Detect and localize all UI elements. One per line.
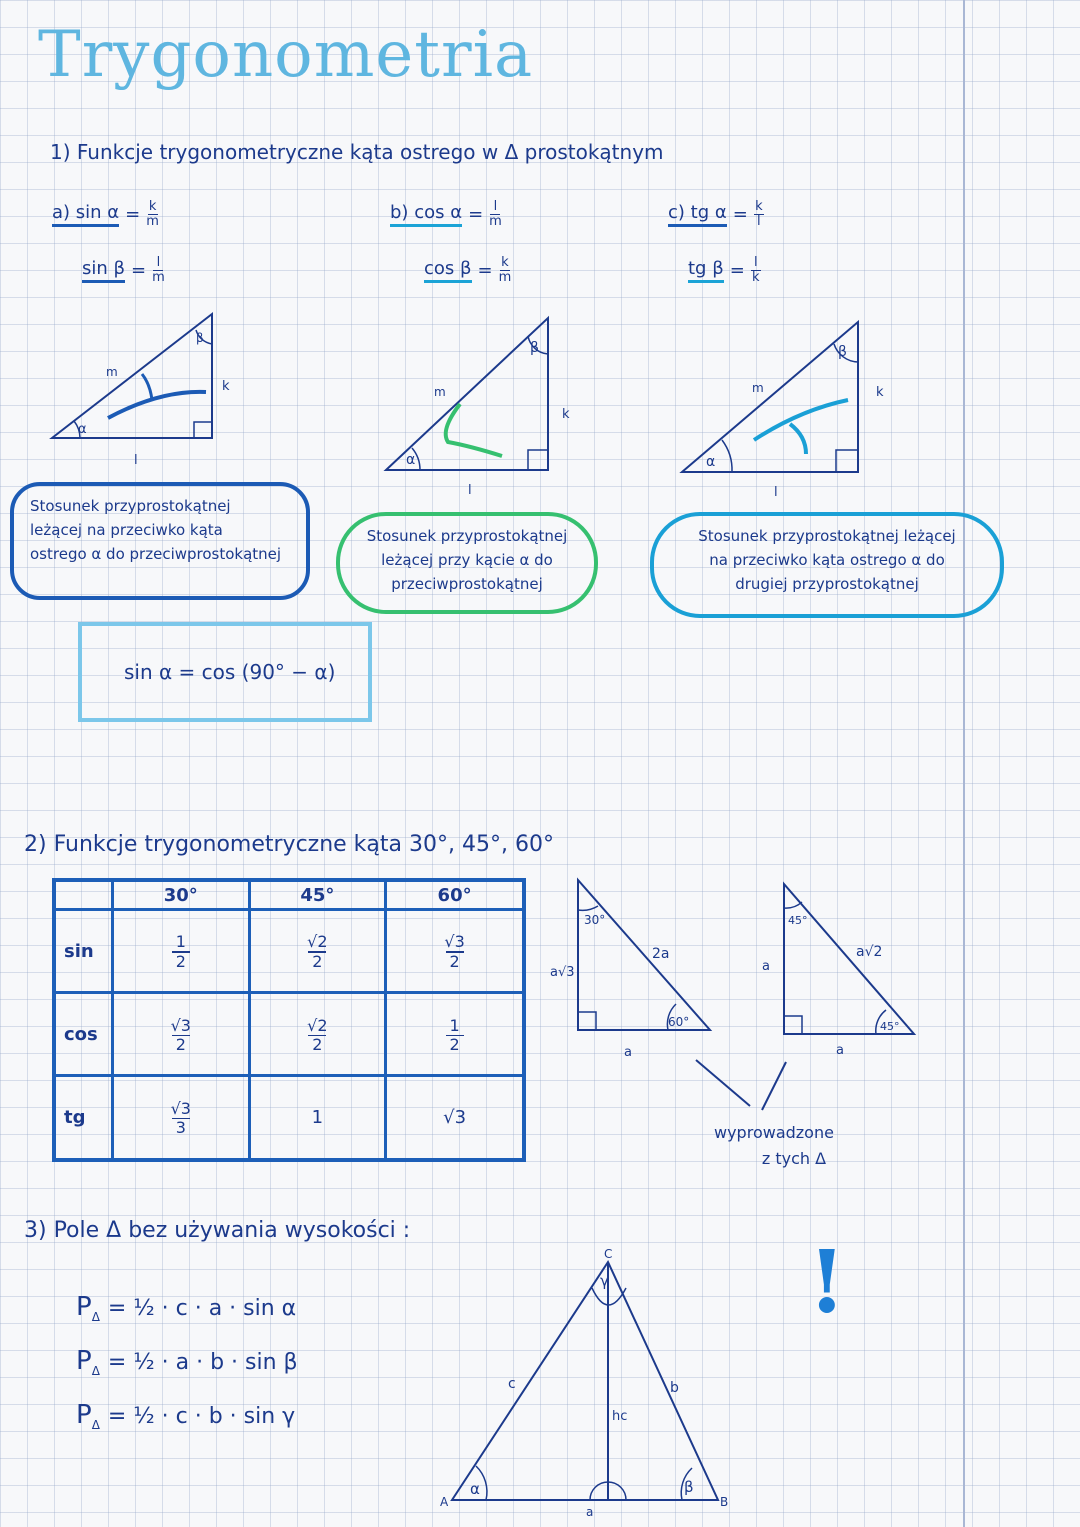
- formula-sin-beta: [82, 256, 165, 285]
- note-line: Stosunek przyprostokątnej leżącej: [698, 527, 956, 545]
- equals-sign: =: [477, 260, 493, 281]
- triangle-label: a: [762, 959, 770, 974]
- triangle-label: A: [440, 1495, 449, 1509]
- area-formula-3: [76, 1400, 295, 1432]
- equals-sign: =: [125, 204, 141, 225]
- formula-a-label: a) sin α: [52, 202, 119, 227]
- notebook-margin-line: [963, 0, 965, 1527]
- section2-heading: 2) Funkcje trygonometryczne kąta 30°, 45°, 60°: [24, 832, 554, 857]
- area-formula-1: [76, 1292, 296, 1324]
- triangle-tg: [682, 322, 884, 500]
- formula-tg-beta: [688, 256, 761, 285]
- tg-beta-label: tg β: [688, 258, 724, 283]
- note-line: Stosunek przyprostokątnej: [30, 497, 231, 515]
- triangle-label: hc: [612, 1409, 628, 1424]
- area-symbol: $P_\Delta$: [76, 1292, 100, 1325]
- equals-sign: =: [729, 260, 745, 281]
- triangle-30-60: [550, 880, 710, 1060]
- right-triangles-diagram: [0, 300, 960, 510]
- triangle-label: α: [78, 422, 87, 437]
- triangle-label: β: [684, 1478, 694, 1496]
- table-cell: √3: [386, 1076, 524, 1160]
- table-cell: $\frac{√3}{3}$: [113, 1076, 250, 1160]
- formula-sin-alpha: [52, 200, 159, 229]
- table-cell: $\frac{√2}{2}$: [249, 910, 386, 993]
- column-header: 60°: [386, 880, 524, 910]
- triangle-cos: [386, 318, 570, 498]
- equals-sign: =: [131, 260, 147, 281]
- table-corner: [54, 880, 113, 910]
- exclamation-mark-icon: !: [808, 1232, 846, 1333]
- table-cell: $\frac{√2}{2}$: [249, 993, 386, 1076]
- area-symbol: $P_\Delta$: [76, 1400, 100, 1433]
- triangle-label: k: [222, 379, 230, 394]
- triangle-label: 60°: [668, 1015, 690, 1029]
- note-line: leżącej przy kącie α do: [381, 551, 553, 569]
- formula-cos-alpha: [390, 200, 502, 229]
- triangle-label: a: [624, 1045, 632, 1060]
- triangle-label: k: [562, 407, 570, 422]
- note-cos-definition: [336, 512, 598, 614]
- area-formula-text: = ½ · c · a · sin α: [107, 1295, 297, 1321]
- section1-heading: 1) Funkcje trygonometryczne kąta ostrego w Δ prostokątnym: [50, 140, 664, 164]
- note-line: ostrego α do przeciwprostokątnej: [30, 545, 282, 563]
- note-line: na przeciwko kąta ostrego α do: [709, 551, 945, 569]
- triangle-label: l: [468, 483, 472, 498]
- formula-c-label: c) tg α: [668, 202, 727, 227]
- equals-sign: =: [468, 204, 484, 225]
- page-title: Trygonometria: [38, 18, 534, 92]
- table-header-row: [54, 880, 524, 910]
- fraction: $\frac{k}{l}$: [755, 199, 763, 229]
- fraction: $\frac{l}{m}$: [152, 255, 165, 285]
- table-row: [54, 993, 524, 1076]
- derived-note: [714, 1120, 834, 1172]
- triangle-label: a√3: [550, 965, 575, 980]
- section3-heading: 3) Pole Δ bez używania wysokości :: [24, 1218, 411, 1243]
- triangle-label: β: [838, 344, 847, 360]
- note-sin-definition: [10, 482, 310, 600]
- note-tg-definition: [650, 512, 1004, 618]
- pointer-line: [762, 1062, 786, 1110]
- triangle-label: m: [434, 385, 446, 399]
- note-line: leżącej na przeciwko kąta: [30, 521, 223, 539]
- note-line: przeciwprostokątnej: [391, 575, 543, 593]
- trig-values-table: [52, 878, 526, 1162]
- table-cell: $\frac{√3}{2}$: [113, 993, 250, 1076]
- row-header: sin: [54, 910, 113, 993]
- triangle-45: [762, 884, 914, 1058]
- area-formula-2: [76, 1346, 298, 1378]
- triangle-label: b: [670, 1380, 679, 1396]
- formula-cos-beta: [424, 256, 511, 285]
- triangle-label: c: [508, 1376, 516, 1392]
- table-cell: 1: [249, 1076, 386, 1160]
- table-cell: $\frac{√3}{2}$: [386, 910, 524, 993]
- triangle-sin: [52, 314, 230, 468]
- table-cell: $\frac{1}{2}$: [113, 910, 250, 993]
- general-triangle-diagram: [430, 1246, 750, 1516]
- triangle-label: l: [774, 485, 778, 500]
- cos-beta-label: cos β: [424, 258, 472, 283]
- fraction: $\frac{k}{m}$: [498, 255, 512, 285]
- area-formula-text: = ½ · c · b · sin γ: [107, 1403, 296, 1429]
- identity-box: [78, 622, 372, 722]
- triangle-label: β: [196, 331, 204, 345]
- triangle-label: α: [706, 454, 716, 470]
- area-formula-text: = ½ · a · b · sin β: [107, 1349, 298, 1375]
- triangle-label: a√2: [856, 944, 883, 960]
- fraction: $\frac{l}{k}$: [752, 255, 760, 285]
- column-header: 45°: [249, 880, 386, 910]
- triangle-label: B: [720, 1495, 729, 1509]
- triangle-label: m: [106, 365, 118, 379]
- triangle-label: α: [406, 452, 416, 468]
- equals-sign: =: [732, 204, 748, 225]
- formula-tg-alpha: [668, 200, 764, 229]
- triangle-label: 45°: [880, 1020, 900, 1033]
- triangle-label: l: [134, 453, 138, 468]
- triangle-label: m: [752, 381, 764, 395]
- table-cell: $\frac{1}{2}$: [386, 993, 524, 1076]
- row-header: cos: [54, 993, 113, 1076]
- note-line: drugiej przyprostokątnej: [735, 575, 919, 593]
- formula-b-label: b) cos α: [390, 202, 462, 227]
- sin-beta-label: sin β: [82, 258, 125, 283]
- triangle-label: 45°: [788, 914, 808, 927]
- triangle-label: C: [604, 1247, 613, 1261]
- triangle-label: a: [836, 1043, 844, 1058]
- fraction: $\frac{l}{m}$: [489, 199, 502, 229]
- triangle-label: a: [586, 1505, 594, 1516]
- row-header: tg: [54, 1076, 113, 1160]
- note-line: wyprowadzone: [714, 1123, 834, 1142]
- triangle-label: γ: [600, 1272, 609, 1290]
- identity-formula: sin α = cos (90° − α): [124, 660, 336, 684]
- fraction: $\frac{k}{m}$: [146, 199, 159, 229]
- note-line: Stosunek przyprostokątnej: [366, 527, 568, 545]
- triangle-label: 2a: [652, 946, 670, 962]
- triangle-label: α: [470, 1480, 480, 1498]
- area-symbol: $P_\Delta$: [76, 1346, 100, 1379]
- triangle-label: k: [876, 385, 884, 400]
- pointer-line: [696, 1060, 750, 1106]
- column-header: 30°: [113, 880, 250, 910]
- note-line: z tych Δ: [761, 1149, 827, 1168]
- triangle-label: 30°: [584, 913, 606, 927]
- triangle-label: β: [530, 340, 539, 356]
- table-row: [54, 910, 524, 993]
- table-row: [54, 1076, 524, 1160]
